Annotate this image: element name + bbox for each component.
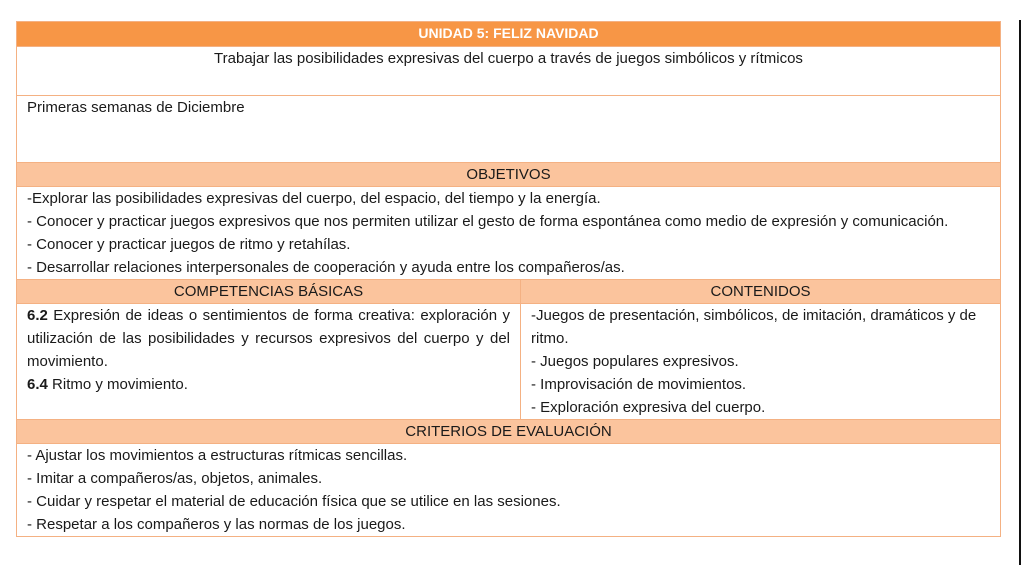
contenido-item: - Improvisación de movimientos. <box>531 376 747 393</box>
contenidos-header: CONTENIDOS <box>521 280 1001 304</box>
contenido-item: -Juegos de presentación, simbólicos, de imitación, dramáticos y de ritmo. <box>531 307 977 347</box>
criterios-list <box>17 444 1001 537</box>
objective-item: - Desarrollar relaciones interpersonales de cooperación y ayuda entre los compañeros/as. <box>27 259 625 276</box>
contenidos-list <box>521 304 1001 420</box>
unit-title: UNIDAD 5: FELIZ NAVIDAD <box>17 22 1001 47</box>
unit-timing: Primeras semanas de Diciembre <box>17 96 1001 163</box>
unit-plan-table <box>16 21 1001 537</box>
competencia-code: 6.2 <box>27 307 48 324</box>
contenido-item: - Exploración expresiva del cuerpo. <box>531 399 766 416</box>
criterio-item: - Cuidar y respetar el material de educación física que se utilice en las sesiones. <box>27 493 561 510</box>
criterios-header: CRITERIOS DE EVALUACIÓN <box>17 420 1001 444</box>
objective-item: -Explorar las posibilidades expresivas del cuerpo, del espacio, del tiempo y la energía. <box>27 190 601 207</box>
objectives-list <box>17 187 1001 280</box>
competencias-header: COMPETENCIAS BÁSICAS <box>17 280 521 304</box>
competencia-item <box>27 304 510 373</box>
competencia-text: Ritmo y movimiento. <box>47 376 188 393</box>
contenido-item: - Juegos populares expresivos. <box>531 353 739 370</box>
criterio-item: - Ajustar los movimientos a estructuras rítmicas sencillas. <box>27 447 408 464</box>
objective-item: - Conocer y practicar juegos expresivos que nos permiten utilizar el gesto de forma espontánea como medio de expresión y comunicación. <box>27 213 949 230</box>
competencias-list <box>17 304 521 420</box>
competencia-text: Expresión de ideas o sentimientos de forma creativa: exploración y utilización de las posibilidades y recursos expresivos del cuerpo y del movimiento. <box>27 307 510 370</box>
criterio-item: - Imitar a compañeros/as, objetos, animales. <box>27 470 323 487</box>
unit-goal: Trabajar las posibilidades expresivas del cuerpo a través de juegos simbólicos y rítmicos <box>17 47 1001 96</box>
criterio-item: - Respetar a los compañeros y las normas de los juegos. <box>27 516 406 533</box>
competencia-code: 6.4 <box>27 376 48 393</box>
competencia-item <box>27 373 510 396</box>
page-edge-line <box>1019 20 1021 565</box>
objectives-header: OBJETIVOS <box>17 163 1001 187</box>
objective-item: - Conocer y practicar juegos de ritmo y retahílas. <box>27 236 351 253</box>
